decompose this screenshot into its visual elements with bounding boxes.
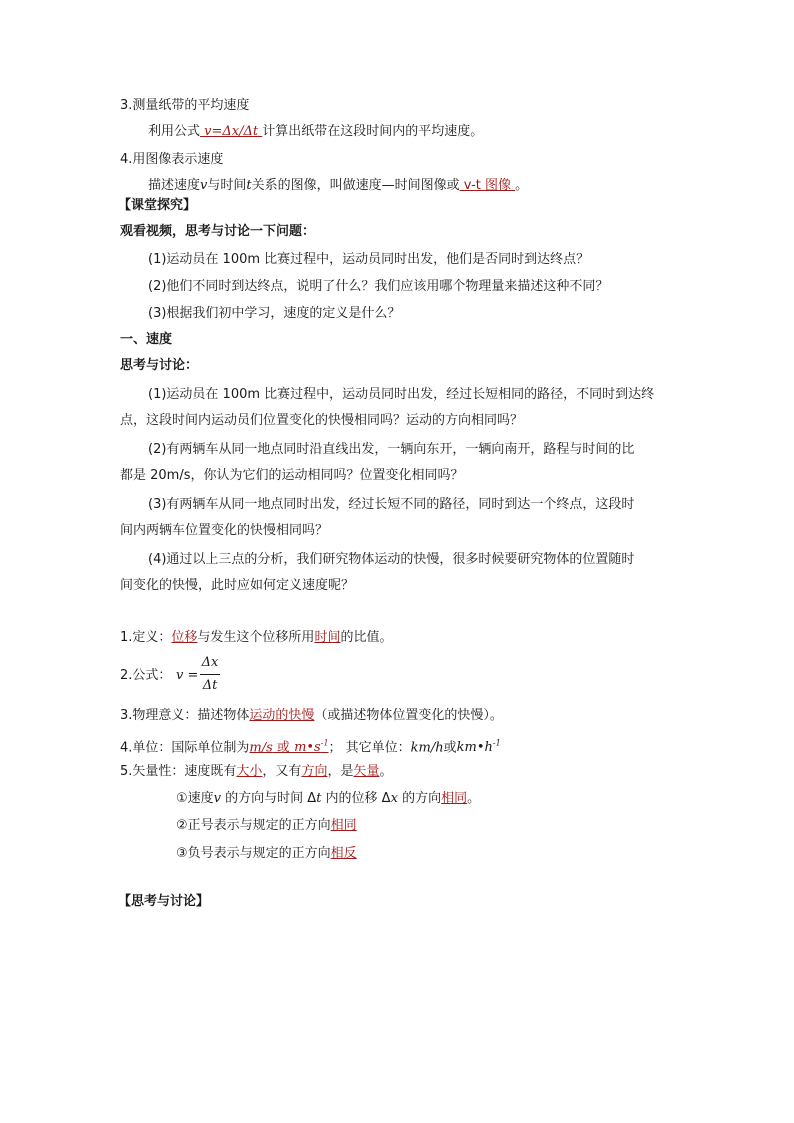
answer-unit-ms: m/s: [249, 740, 273, 756]
discuss-1-line-2: 点，这段时间内运动员们位置变化的快慢相同吗？运动的方向相同吗？: [120, 413, 524, 428]
explore-question-1: (1)运动员在 100m 比赛过程中，运动员同时出发，他们是否同时到达终点？: [148, 252, 590, 267]
answer-same-2: 相同: [330, 818, 357, 833]
average-speed-formula: v=Δx/Δt: [200, 124, 263, 139]
answer-vector: 矢量: [353, 764, 380, 779]
vector-line: 5.矢量性：速度既有大小，又有方向，是矢量。: [120, 764, 393, 779]
speed-title: 一、速度: [120, 332, 173, 347]
answer-same-1: 相同: [441, 791, 468, 806]
answer-magnitude: 大小: [236, 764, 263, 779]
speed-fraction: [200, 654, 220, 695]
explore-title: 【课堂探究】: [118, 198, 197, 213]
explore-question-3: (3)根据我们初中学习，速度的定义是什么？: [148, 306, 401, 321]
discuss-2-line-1: (2)有两辆车从同一地点同时沿直线出发，一辆向东开，一辆向南开，路程与时间的比: [148, 442, 635, 457]
section-3-paragraph: 利用公式 v=Δx/Δt 计算出纸带在这段时间内的平均速度。: [148, 124, 484, 139]
section-4-heading: 4.用图像表示速度: [120, 152, 224, 167]
meaning-line: 3.物理意义：描述物体运动的快慢（或描述物体位置变化的快慢）。: [120, 708, 503, 723]
answer-direction: 方向: [301, 764, 328, 779]
explore-question-2: (2)他们不同时到达终点，说明了什么？我们应该用哪个物理量来描述这种不同？: [148, 279, 609, 294]
answer-time: 时间: [314, 630, 341, 645]
section-3-heading: 3.测量纸带的平均速度: [120, 98, 250, 113]
fraction-numerator: Δx: [201, 655, 219, 670]
vector-item-1: ①速度v 的方向与时间 Δt 内的位移 Δx 的方向相同。: [176, 791, 481, 806]
explore-lead: 观看视频，思考与讨论一下问题：: [120, 224, 316, 239]
think-discuss-title: 【思考与讨论】: [118, 894, 210, 909]
discuss-2-line-2: 都是 20m/s，你认为它们的运动相同吗？位置变化相同吗？: [120, 468, 464, 483]
vector-item-2: ②正号表示与规定的正方向相同: [176, 818, 357, 833]
speed-discuss-label: 思考与讨论：: [120, 358, 199, 373]
discuss-3-line-2: 间内两辆车位置变化的快慢相同吗？: [120, 523, 329, 538]
section-4-paragraph: 描述速度v与时间t关系的图像，叫做速度—时间图像或 v-t 图像 。: [148, 178, 529, 193]
vt-graph-answer: v-t 图像: [459, 178, 516, 193]
definition-line: 1.定义：位移与发生这个位移所用时间的比值。: [120, 630, 393, 645]
discuss-4-line-1: (4)通过以上三点的分析，我们研究物体运动的快慢，很多时候要研究物体的位置随时: [148, 552, 635, 567]
discuss-3-line-1: (3)有两辆车从同一地点同时出发，经过长短不同的路径，同时到达一个终点，这段时: [148, 497, 635, 512]
fraction-bar: [200, 674, 220, 675]
vector-item-3: ③负号表示与规定的正方向相反: [176, 846, 357, 861]
answer-displacement: 位移: [171, 630, 198, 645]
answer-motion-speed: 运动的快慢: [249, 708, 315, 723]
answer-opposite: 相反: [330, 846, 357, 861]
unit-line: 4.单位：国际单位制为m/s 或 $m•s^{-1}$； 其它单位：km/h或$km•h^{-1}$: [120, 739, 501, 756]
answer-unit-ms-1: $m•s^{-1}$: [294, 739, 329, 756]
formula-lhs: v =: [176, 668, 199, 683]
fraction-denominator: Δt: [202, 678, 218, 693]
discuss-1-line-1: (1)运动员在 100m 比赛过程中，运动员同时出发，经过长短相同的路径，不同时到达终: [148, 387, 655, 402]
formula-label: 2.公式：: [120, 668, 172, 683]
discuss-4-line-2: 间变化的快慢，此时应如何定义速度呢？: [120, 578, 355, 593]
